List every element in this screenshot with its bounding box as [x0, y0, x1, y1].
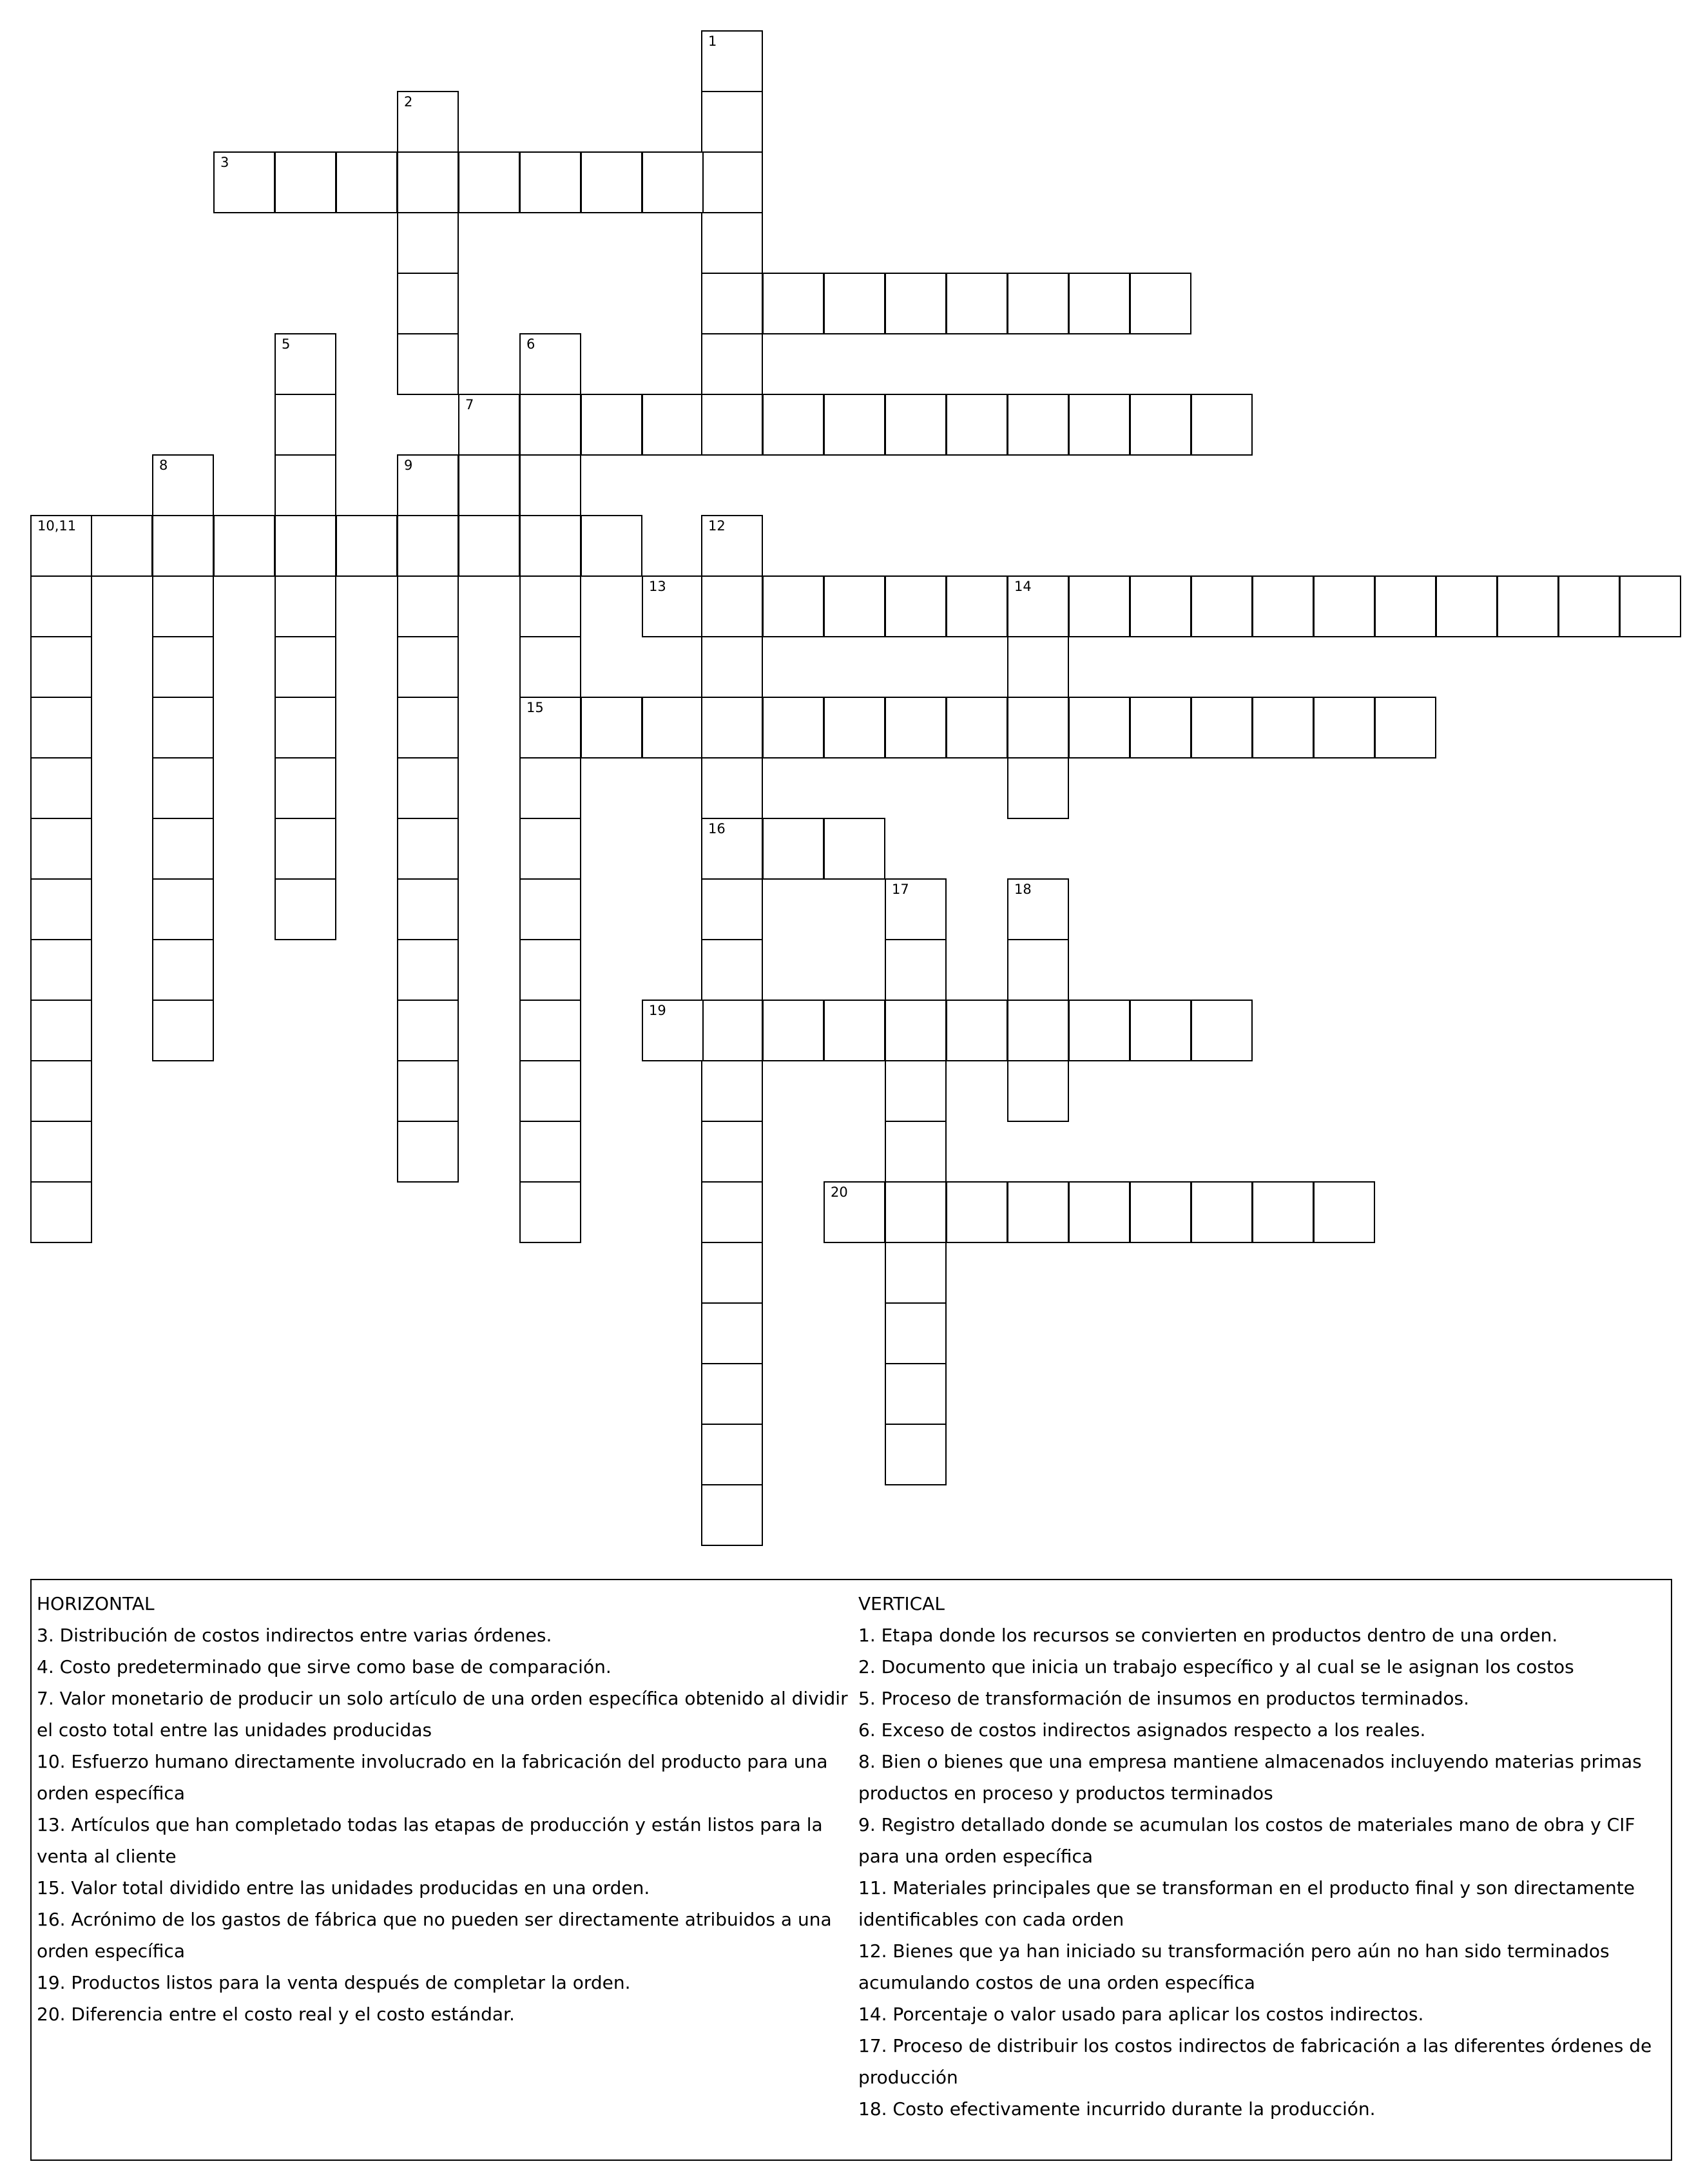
crossword-cell[interactable] — [885, 697, 947, 759]
vertical-clue: 5. Proceso de transformación de insumos en productos terminados. — [858, 1688, 1469, 1709]
crossword-cell[interactable] — [1374, 575, 1436, 637]
crossword-cell[interactable] — [1007, 575, 1069, 637]
crossword-cell[interactable] — [1130, 697, 1191, 759]
crossword-cell[interactable] — [885, 1121, 947, 1183]
crossword-cell[interactable] — [1007, 394, 1069, 456]
crossword-cell[interactable] — [701, 333, 763, 395]
clues-panel — [30, 1579, 1672, 2161]
horizontal-clue: 7. Valor monetario de producir un solo artículo de una orden específica obtenido al dividir el costo total entre las unidades producidas — [37, 1688, 848, 1741]
crossword-cell[interactable] — [1191, 575, 1253, 637]
crossword-cell[interactable] — [885, 1242, 947, 1304]
crossword-cell[interactable] — [397, 575, 459, 637]
clue-number: 17 — [892, 882, 909, 897]
crossword-cell[interactable] — [397, 818, 459, 880]
crossword-cell[interactable] — [519, 757, 581, 819]
crossword-cell[interactable] — [519, 333, 581, 395]
crossword-cell[interactable] — [1619, 575, 1681, 637]
crossword-cell[interactable] — [397, 1060, 459, 1122]
crossword-cell[interactable] — [275, 394, 336, 456]
crossword-cell[interactable] — [946, 394, 1008, 456]
crossword-cell[interactable] — [275, 151, 336, 213]
crossword-cell[interactable] — [762, 394, 824, 456]
vertical-heading: VERTICAL — [858, 1593, 945, 1614]
horizontal-heading: HORIZONTAL — [37, 1593, 155, 1614]
crossword-cell[interactable] — [701, 151, 763, 213]
crossword-cell[interactable] — [275, 515, 336, 577]
vertical-clue: 11. Materiales principales que se transforman en el producto final y son directamente identificables con cada orden — [858, 1877, 1635, 1930]
crossword-cell[interactable] — [397, 333, 459, 395]
crossword-cell[interactable] — [1068, 1181, 1130, 1243]
crossword-cell[interactable] — [1313, 1181, 1375, 1243]
crossword-cell[interactable] — [1191, 1000, 1253, 1061]
crossword-cell[interactable] — [701, 515, 763, 577]
crossword-cell[interactable] — [275, 333, 336, 395]
crossword-cell[interactable] — [152, 878, 214, 940]
crossword-cell[interactable] — [824, 575, 885, 637]
crossword-cell[interactable] — [1252, 697, 1314, 759]
crossword-cell[interactable] — [30, 1060, 92, 1122]
crossword-cell[interactable] — [1007, 697, 1069, 759]
vertical-clue: 1. Etapa donde los recursos se convierten en productos dentro de una orden. — [858, 1625, 1558, 1646]
crossword-cell[interactable] — [885, 878, 947, 940]
vertical-clue: 2. Documento que inicia un trabajo específico y al cual se le asignan los costos — [858, 1656, 1574, 1677]
vertical-clue: 18. Costo efectivamente incurrido durante la producción. — [858, 2098, 1376, 2120]
crossword-cell[interactable] — [1130, 575, 1191, 637]
crossword-cell[interactable] — [30, 1121, 92, 1183]
crossword-cell[interactable] — [519, 1000, 581, 1061]
crossword-cell[interactable] — [1130, 1181, 1191, 1243]
crossword-cell[interactable] — [885, 1060, 947, 1122]
crossword-cell[interactable] — [519, 454, 581, 516]
crossword-cell[interactable] — [762, 697, 824, 759]
horizontal-clue: 15. Valor total dividido entre las unidades producidas en una orden. — [37, 1877, 650, 1899]
crossword-cell[interactable] — [275, 454, 336, 516]
crossword-cell[interactable] — [1068, 697, 1130, 759]
crossword-cell[interactable] — [701, 394, 763, 456]
crossword-cell[interactable] — [824, 1000, 885, 1061]
crossword-cell[interactable] — [642, 1000, 704, 1061]
crossword-cell[interactable] — [458, 394, 520, 456]
crossword-cell[interactable] — [397, 1000, 459, 1061]
crossword-cell[interactable] — [885, 1424, 947, 1485]
vertical-clue: 14. Porcentaje o valor usado para aplicar los costos indirectos. — [858, 2004, 1424, 2025]
vertical-clues — [858, 1588, 1667, 2125]
crossword-cell[interactable] — [152, 818, 214, 880]
crossword-cell[interactable] — [152, 575, 214, 637]
crossword-cell[interactable] — [701, 1000, 763, 1061]
crossword-cell[interactable] — [1007, 939, 1069, 1001]
crossword-cell[interactable] — [30, 636, 92, 698]
horizontal-clue: 20. Diferencia entre el costo real y el costo estándar. — [37, 2004, 515, 2025]
crossword-cell[interactable] — [519, 1060, 581, 1122]
clue-number: 14 — [1014, 579, 1032, 594]
clue-number: 12 — [708, 518, 726, 534]
clue-number: 13 — [649, 579, 666, 594]
clue-number: 20 — [831, 1184, 848, 1200]
crossword-cell[interactable] — [824, 273, 885, 334]
crossword-cell[interactable] — [701, 1302, 763, 1364]
horizontal-clue: 13. Artículos que han completado todas las etapas de producción y están listos para la venta al cliente — [37, 1814, 823, 1867]
crossword-cell[interactable] — [152, 757, 214, 819]
crossword-cell[interactable] — [1374, 697, 1436, 759]
crossword-cell[interactable] — [1130, 394, 1191, 456]
vertical-clue: 17. Proceso de distribuir los costos indirectos de fabricación a las diferentes órdenes de producción — [858, 2035, 1652, 2088]
crossword-cell[interactable] — [642, 697, 704, 759]
crossword-cell[interactable] — [885, 273, 947, 334]
vertical-clue: 9. Registro detallado donde se acumulan los costos de materiales mano de obra y CIF para una orden específica — [858, 1814, 1635, 1867]
crossword-cell[interactable] — [642, 394, 704, 456]
crossword-cell[interactable] — [946, 273, 1008, 334]
crossword-cell[interactable] — [885, 394, 947, 456]
crossword-cell[interactable] — [397, 636, 459, 698]
crossword-cell[interactable] — [519, 878, 581, 940]
crossword-cell[interactable] — [30, 1181, 92, 1243]
crossword-cell[interactable] — [1007, 757, 1069, 819]
crossword-cell[interactable] — [824, 394, 885, 456]
crossword-cell[interactable] — [701, 1242, 763, 1304]
crossword-cell[interactable] — [458, 515, 520, 577]
crossword-cell[interactable] — [824, 697, 885, 759]
crossword-cell[interactable] — [824, 1181, 885, 1243]
clue-number: 10,11 — [37, 518, 77, 534]
crossword-cell[interactable] — [1007, 1060, 1069, 1122]
crossword-cell[interactable] — [336, 515, 398, 577]
crossword-cell[interactable] — [1130, 1000, 1191, 1061]
crossword-cell[interactable] — [1068, 1000, 1130, 1061]
crossword-cell[interactable] — [885, 1000, 947, 1061]
crossword-cell[interactable] — [1191, 697, 1253, 759]
crossword-cell[interactable] — [152, 697, 214, 759]
crossword-cell[interactable] — [397, 697, 459, 759]
clue-number: 18 — [1014, 882, 1032, 897]
clue-number: 15 — [526, 700, 544, 715]
crossword-cell[interactable] — [397, 151, 459, 213]
crossword-cell[interactable] — [397, 212, 459, 274]
crossword-cell[interactable] — [152, 636, 214, 698]
crossword-cell[interactable] — [701, 212, 763, 274]
crossword-cell[interactable] — [1068, 273, 1130, 334]
crossword-cell[interactable] — [458, 454, 520, 516]
crossword-cell[interactable] — [1436, 575, 1498, 637]
crossword-cell[interactable] — [701, 1060, 763, 1122]
crossword-cell[interactable] — [701, 30, 763, 92]
crossword-cell[interactable] — [519, 151, 581, 213]
crossword-cell[interactable] — [701, 1181, 763, 1243]
clue-number: 1 — [708, 34, 717, 49]
clue-number: 6 — [526, 336, 535, 352]
crossword-cell[interactable] — [30, 697, 92, 759]
crossword-cell[interactable] — [701, 878, 763, 940]
horizontal-clue: 19. Productos listos para la venta después de completar la orden. — [37, 1972, 631, 1993]
crossword-cell[interactable] — [1007, 273, 1069, 334]
crossword-cell[interactable] — [701, 757, 763, 819]
clue-number: 5 — [282, 336, 291, 352]
crossword-cell[interactable] — [213, 151, 275, 213]
crossword-cell[interactable] — [1007, 636, 1069, 698]
crossword-cell[interactable] — [701, 91, 763, 153]
crossword-cell[interactable] — [946, 1181, 1008, 1243]
crossword-cell[interactable] — [1497, 575, 1559, 637]
crossword-cell[interactable] — [275, 818, 336, 880]
crossword-cell[interactable] — [519, 697, 581, 759]
crossword-cell[interactable] — [1007, 878, 1069, 940]
clue-number: 7 — [465, 397, 474, 412]
crossword-cell[interactable] — [519, 939, 581, 1001]
crossword-cell[interactable] — [701, 575, 763, 637]
crossword-cell[interactable] — [946, 575, 1008, 637]
crossword-cell[interactable] — [275, 575, 336, 637]
crossword-cell[interactable] — [397, 454, 459, 516]
crossword-cell[interactable] — [946, 697, 1008, 759]
crossword-cell[interactable] — [275, 878, 336, 940]
vertical-clue: 12. Bienes que ya han iniciado su transformación pero aún no han sido terminados acumulando costos de una orden específica — [858, 1940, 1610, 1993]
clue-number: 3 — [220, 155, 229, 170]
crossword-cell[interactable] — [701, 273, 763, 334]
crossword-cell[interactable] — [275, 636, 336, 698]
crossword-cell[interactable] — [397, 273, 459, 334]
crossword-cell[interactable] — [397, 939, 459, 1001]
horizontal-clue: 10. Esfuerzo humano directamente involucrado en la fabricación del producto para una orden específica — [37, 1751, 828, 1804]
crossword-cell[interactable] — [1252, 1181, 1314, 1243]
crossword-cell[interactable] — [152, 1000, 214, 1061]
horizontal-clue: 4. Costo predeterminado que sirve como base de comparación. — [37, 1656, 612, 1677]
crossword-cell[interactable] — [275, 697, 336, 759]
crossword-cell[interactable] — [30, 757, 92, 819]
crossword-cell[interactable] — [30, 939, 92, 1001]
crossword-cell[interactable] — [30, 515, 92, 577]
horizontal-clue: 3. Distribución de costos indirectos entre varias órdenes. — [37, 1625, 552, 1646]
crossword-cell[interactable] — [762, 818, 824, 880]
crossword-cell[interactable] — [1068, 394, 1130, 456]
crossword-cell[interactable] — [581, 151, 642, 213]
crossword-cell[interactable] — [336, 151, 398, 213]
crossword-cell[interactable] — [642, 151, 704, 213]
crossword-cell[interactable] — [152, 515, 214, 577]
crossword-cell[interactable] — [1313, 575, 1375, 637]
crossword-cell[interactable] — [1252, 575, 1314, 637]
crossword-cell[interactable] — [152, 454, 214, 516]
clue-number: 9 — [404, 458, 413, 473]
crossword-cell[interactable] — [91, 515, 153, 577]
horizontal-clues — [37, 1588, 856, 2030]
clue-number: 8 — [159, 458, 168, 473]
crossword-cell[interactable] — [642, 575, 704, 637]
crossword-cell[interactable] — [701, 1121, 763, 1183]
vertical-clue: 8. Bien o bienes que una empresa mantiene almacenados incluyendo materias primas productos en proceso y productos terminados — [858, 1751, 1642, 1804]
crossword-cell[interactable] — [1068, 575, 1130, 637]
crossword-cell[interactable] — [397, 91, 459, 153]
clue-number: 19 — [649, 1003, 666, 1018]
crossword-cell[interactable] — [30, 1000, 92, 1061]
crossword-cell[interactable] — [762, 1000, 824, 1061]
crossword-cell[interactable] — [701, 1363, 763, 1425]
crossword-cell[interactable] — [30, 878, 92, 940]
crossword-cell[interactable] — [701, 1484, 763, 1546]
crossword-cell[interactable] — [519, 575, 581, 637]
crossword-cell[interactable] — [397, 1121, 459, 1183]
crossword-cell[interactable] — [701, 1424, 763, 1485]
crossword-cell[interactable] — [397, 757, 459, 819]
crossword-cell[interactable] — [885, 1363, 947, 1425]
horizontal-clue: 16. Acrónimo de los gastos de fábrica que no pueden ser directamente atribuidos a una orden específica — [37, 1909, 832, 1962]
crossword-cell[interactable] — [885, 1181, 947, 1243]
crossword-cell[interactable] — [581, 394, 642, 456]
crossword-cell[interactable] — [519, 394, 581, 456]
crossword-cell[interactable] — [701, 636, 763, 698]
clue-number: 2 — [404, 94, 413, 110]
crossword-cell[interactable] — [30, 575, 92, 637]
crossword-cell[interactable] — [1130, 273, 1191, 334]
crossword-cell[interactable] — [213, 515, 275, 577]
crossword-cell[interactable] — [519, 515, 581, 577]
crossword-cell[interactable] — [762, 273, 824, 334]
crossword-cell[interactable] — [701, 939, 763, 1001]
crossword-cell[interactable] — [1313, 697, 1375, 759]
crossword-cell[interactable] — [397, 515, 459, 577]
crossword-cell[interactable] — [519, 818, 581, 880]
crossword-cell[interactable] — [701, 818, 763, 880]
crossword-cell[interactable] — [30, 818, 92, 880]
crossword-cell[interactable] — [762, 575, 824, 637]
crossword-cell[interactable] — [152, 939, 214, 1001]
crossword-cell[interactable] — [1007, 1181, 1069, 1243]
crossword-cell[interactable] — [519, 636, 581, 698]
crossword-cell[interactable] — [701, 697, 763, 759]
crossword-cell[interactable] — [1191, 394, 1253, 456]
crossword-cell[interactable] — [519, 1181, 581, 1243]
crossword-cell[interactable] — [1007, 1000, 1069, 1061]
crossword-cell[interactable] — [824, 818, 885, 880]
crossword-cell[interactable] — [581, 515, 642, 577]
crossword-cell[interactable] — [397, 878, 459, 940]
crossword-cell[interactable] — [519, 1121, 581, 1183]
crossword-cell[interactable] — [275, 757, 336, 819]
crossword-cell[interactable] — [885, 939, 947, 1001]
crossword-cell[interactable] — [1191, 1181, 1253, 1243]
crossword-cell[interactable] — [946, 1000, 1008, 1061]
crossword-cell[interactable] — [885, 1302, 947, 1364]
clue-number: 16 — [708, 821, 726, 836]
crossword-cell[interactable] — [458, 151, 520, 213]
crossword-cell[interactable] — [885, 575, 947, 637]
crossword-cell[interactable] — [581, 697, 642, 759]
crossword-cell[interactable] — [1558, 575, 1620, 637]
vertical-clue: 6. Exceso de costos indirectos asignados respecto a los reales. — [858, 1719, 1426, 1741]
